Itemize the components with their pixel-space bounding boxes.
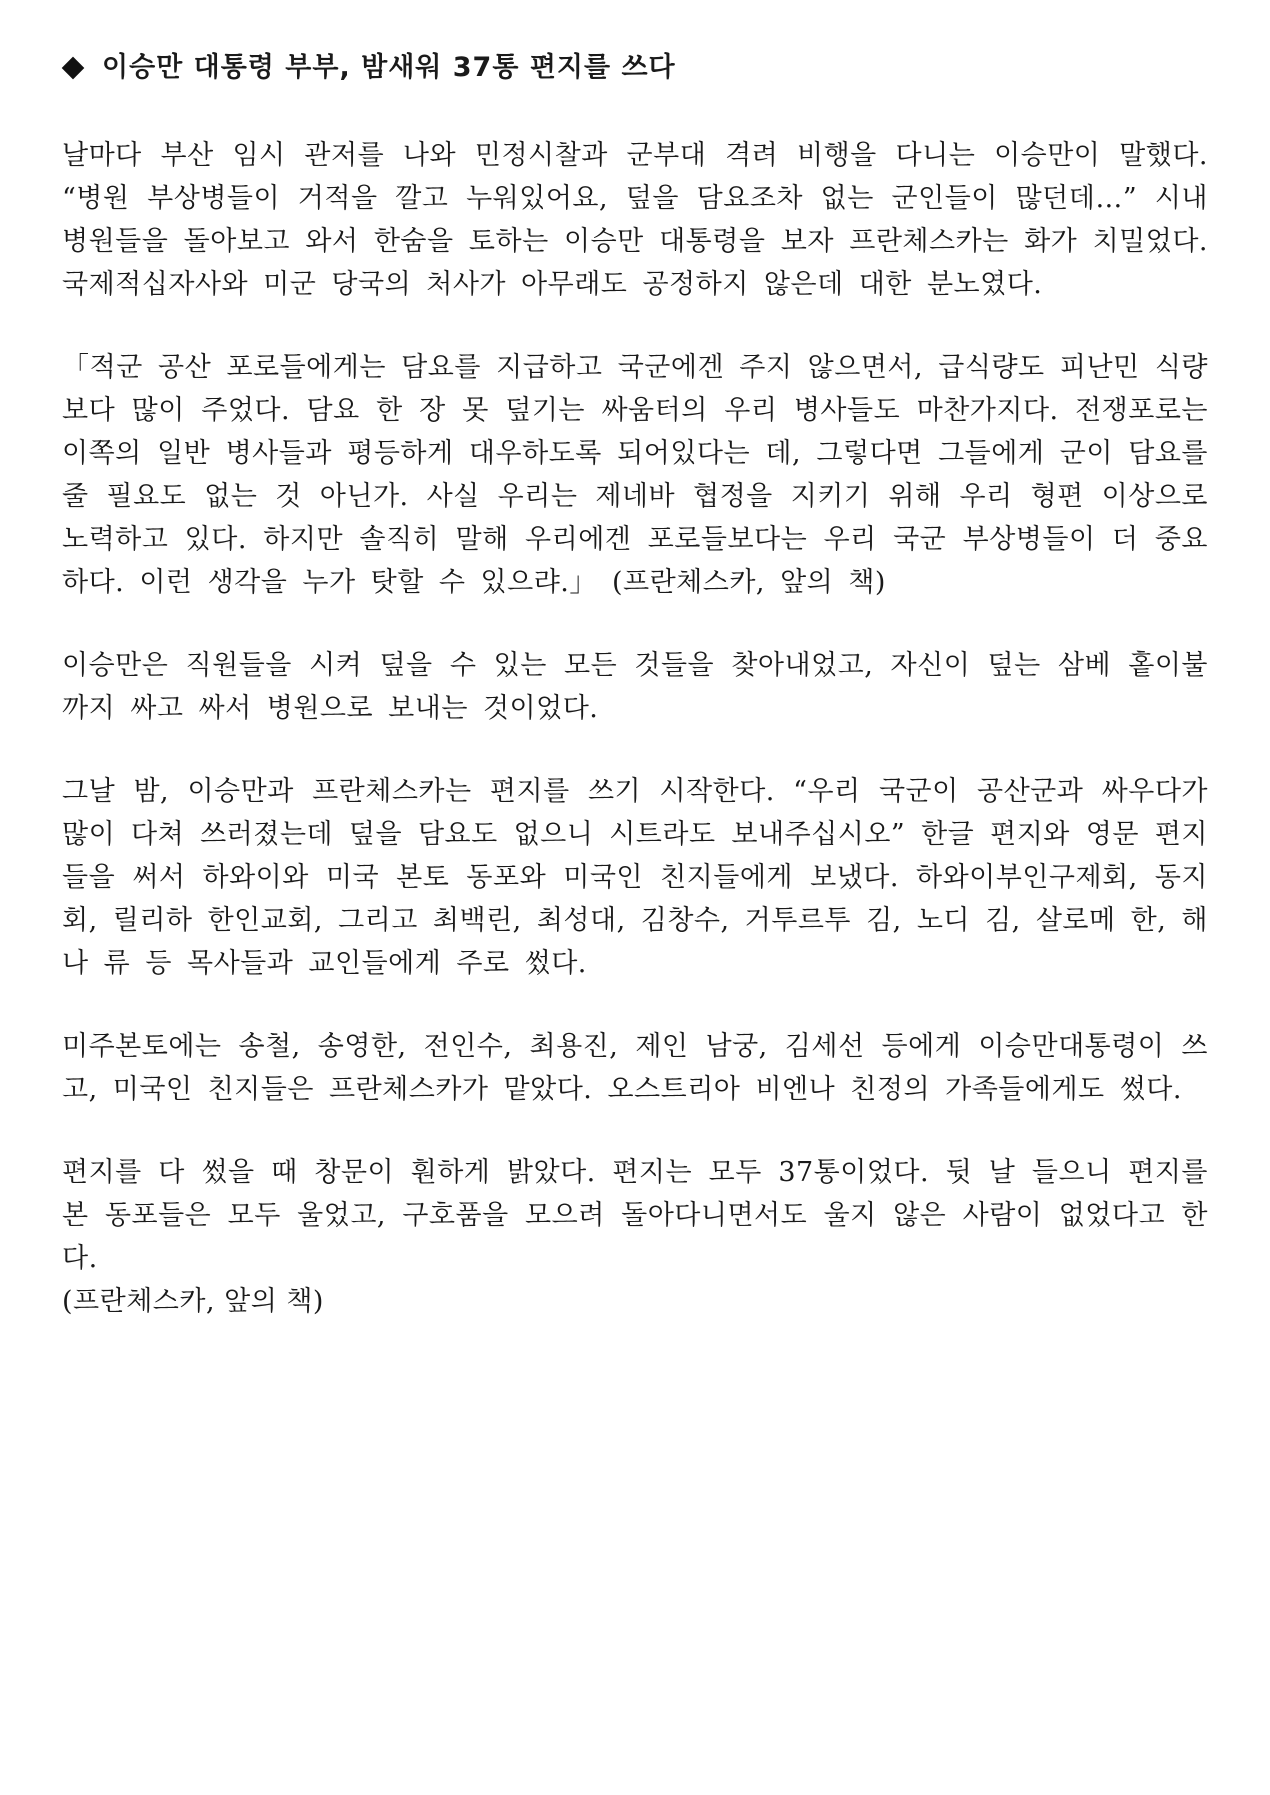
document-title: 이승만 대통령 부부, 밤새워 37통 편지를 쓰다 <box>102 52 676 83</box>
document-heading <box>62 48 1208 88</box>
paragraph-5: 미주본토에는 송철, 송영한, 전인수, 최용진, 제인 남궁, 김세선 등에게 이승만대통령이 쓰고, 미국인 친지들은 프란체스카가 맡았다. 오스트리아 비엔나 친정의 가족들에게도 썼다. <box>62 1031 1208 1105</box>
paragraph-4: 그날 밤, 이승만과 프란체스카는 편지를 쓰기 시작한다. “우리 국군이 공산군과 싸우다가 많이 다쳐 쓰러졌는데 덮을 담요도 없으니 시트라도 보내주십시오” 한글 편지와 영문 편지들을 써서 하와이와 미국 본토 동포와 미국인 친지들에게 보냈다. 하와이부인구제회, 동지회, 릴리하 한인교회, 그리고 최백린, 최성대, 김창수, 거투르투 김, 노디 김, 살로메 한, 해나 류 등 목사들과 교인들에게 주로 썼다. <box>62 776 1208 979</box>
source-citation: (프란체스카, 앞의 책) <box>62 1286 324 1317</box>
paragraph-3: 이승만은 직원들을 시켜 덮을 수 있는 모든 것들을 찾아내었고, 자신이 덮는 삼베 홑이불까지 싸고 싸서 병원으로 보내는 것이었다. <box>62 650 1208 724</box>
paragraph-6: 편지를 다 썼을 때 창문이 훤하게 밝았다. 편지는 모두 37통이었다. 뒷 날 들으니 편지를 본 동포들은 모두 울었고, 구호품을 모으려 돌아다니면서도 울지 않은 사람이 없었다고 한다. <box>62 1157 1208 1274</box>
diamond-bullet-icon <box>62 57 84 79</box>
paragraph-1: 날마다 부산 임시 관저를 나와 민정시찰과 군부대 격려 비행을 다니는 이승만이 말했다. “병원 부상병들이 거적을 깔고 누워있어요, 덮을 담요조차 없는 군인들이 많던데…” 시내 병원들을 돌아보고 와서 한숨을 토하는 이승만 대통령을 보자 프란체스카는 화가 치밀었다. 국제적십자사와 미군 당국의 처사가 아무래도 공정하지 않은데 대한 분노였다. <box>62 140 1208 300</box>
document-page <box>62 48 1208 1323</box>
paragraph-2-quote: 「적군 공산 포로들에게는 담요를 지급하고 국군에겐 주지 않으면서, 급식량도 피난민 식량보다 많이 주었다. 담요 한 장 못 덮기는 싸움터의 우리 병사들도 마찬가지다. 전쟁포로는 이쪽의 일반 병사들과 평등하게 대우하도록 되어있다는 데, 그렇다면 그들에게 군이 담요를 줄 필요도 없는 것 아닌가. 사실 우리는 제네바 협정을 지키기 위해 우리 형편 이상으로 노력하고 있다. 하지만 솔직히 말해 우리에겐 포로들보다는 우리 국군 부상병들이 더 중요하다. 이런 생각을 누가 탓할 수 있으랴.」 (프란체스카, 앞의 책) <box>62 352 1208 598</box>
